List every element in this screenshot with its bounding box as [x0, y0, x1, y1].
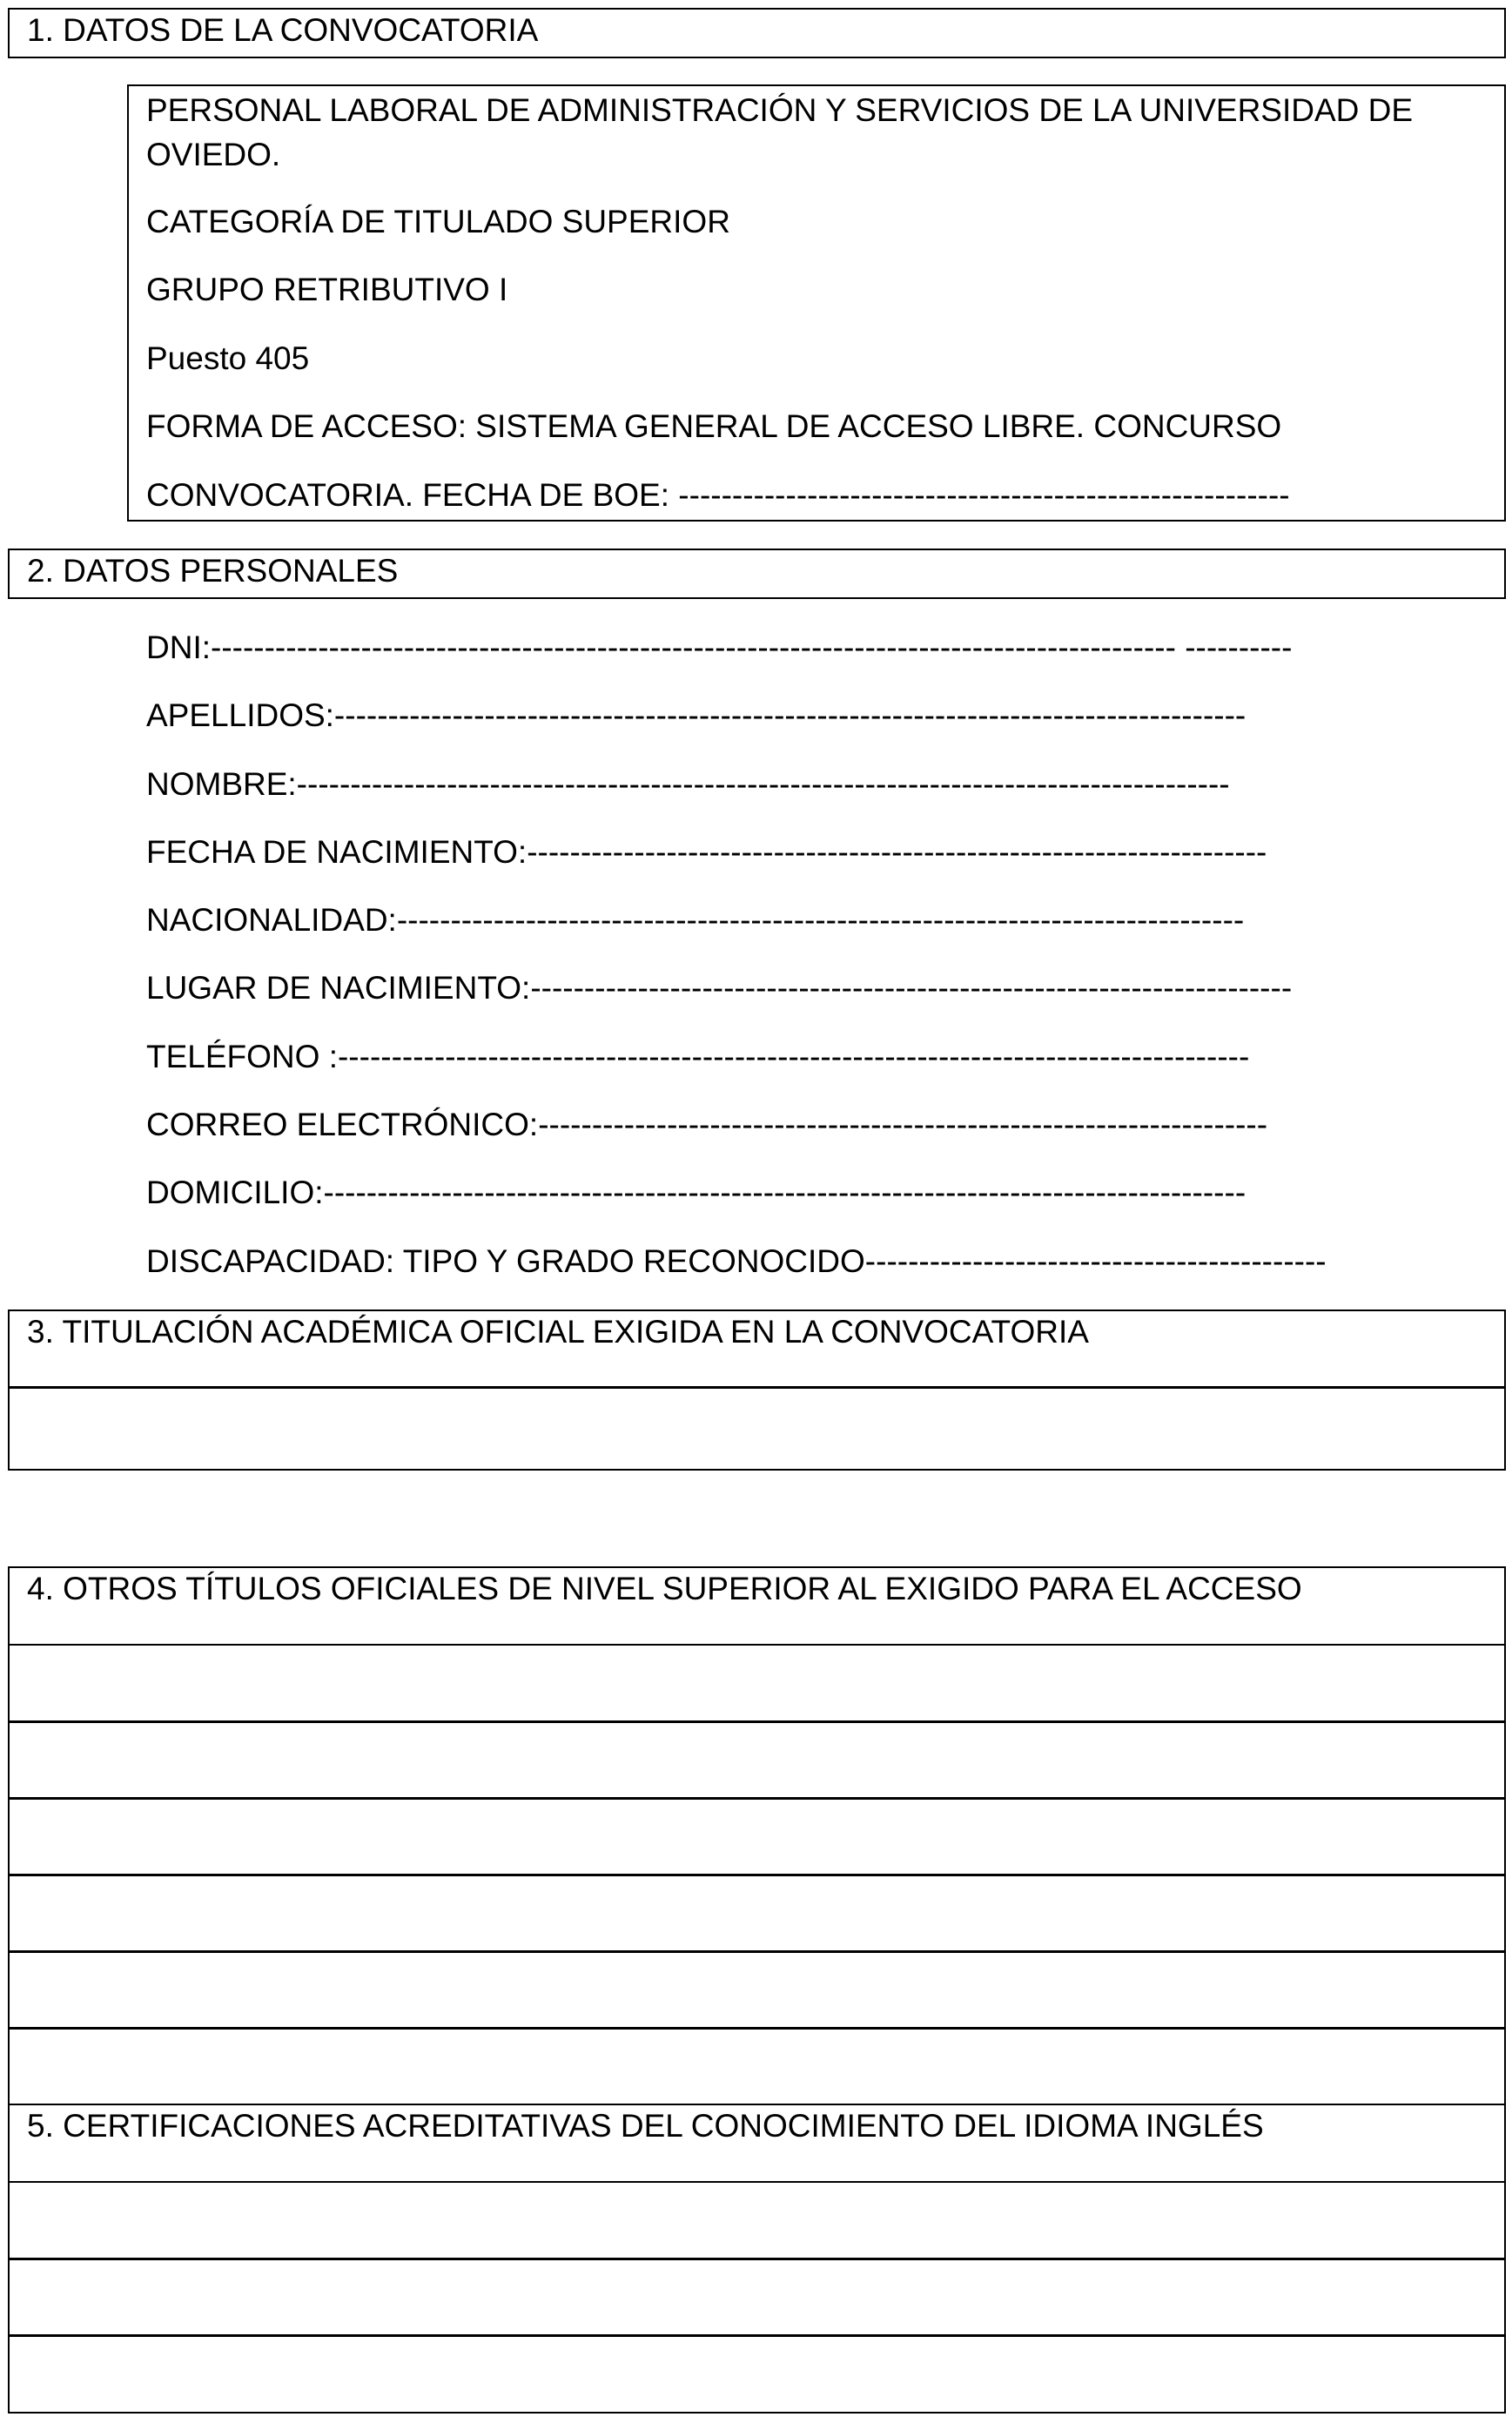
convocatoria-puesto: Puesto 405 — [146, 340, 310, 376]
field-telefono[interactable]: TELÉFONO :------------------------------------------------------------------------------------- — [146, 1039, 1250, 1074]
section-5-entry-row-1[interactable] — [8, 2181, 1506, 2260]
section-4-heading: 4. OTROS TÍTULOS OFICIALES DE NIVEL SUPERIOR AL EXIGIDO PARA EL ACCESO — [8, 1566, 1506, 1646]
section-5-entry-row-3[interactable] — [8, 2334, 1506, 2414]
section-4-entry-row-6[interactable] — [8, 2027, 1506, 2105]
section-4-entry-row-2[interactable] — [8, 1720, 1506, 1800]
section-5-entry-row-2[interactable] — [8, 2258, 1506, 2337]
field-domicilio[interactable]: DOMICILIO:-------------------------------------------------------------------------------------- — [146, 1175, 1247, 1210]
convocatoria-personal-line-1: PERSONAL LABORAL DE ADMINISTRACIÓN Y SERVICIOS DE LA UNIVERSIDAD DE — [146, 92, 1414, 128]
field-correo-electronico[interactable]: CORREO ELECTRÓNICO:-------------------------------------------------------------------- — [146, 1107, 1268, 1142]
field-fecha-nacimiento[interactable]: FECHA DE NACIMIENTO:--------------------------------------------------------------------- — [146, 834, 1267, 870]
section-4-entry-row-5[interactable] — [8, 1950, 1506, 2030]
field-lugar-nacimiento[interactable]: LUGAR DE NACIMIENTO:----------------------------------------------------------------------- — [146, 970, 1293, 1006]
section-2-heading: 2. DATOS PERSONALES — [8, 549, 1506, 599]
field-nacionalidad[interactable]: NACIONALIDAD:------------------------------------------------------------------------------- — [146, 902, 1245, 938]
section-4-entry-row-1[interactable] — [8, 1644, 1506, 1723]
field-apellidos[interactable]: APELLIDOS:------------------------------------------------------------------------------------- — [146, 697, 1247, 733]
section-4-entry-row-4[interactable] — [8, 1874, 1506, 1953]
convocatoria-fecha-boe: CONVOCATORIA. FECHA DE BOE: --------------------------------------------------------- — [146, 477, 1290, 513]
section-5-heading: 5. CERTIFICACIONES ACREDITATIVAS DEL CONOCIMIENTO DEL IDIOMA INGLÉS — [8, 2104, 1506, 2183]
field-discapacidad[interactable]: DISCAPACIDAD: TIPO Y GRADO RECONOCIDO------------------------------------------- — [146, 1243, 1327, 1279]
convocatoria-categoria: CATEGORÍA DE TITULADO SUPERIOR — [146, 204, 730, 239]
section-1-heading: 1. DATOS DE LA CONVOCATORIA — [8, 8, 1506, 58]
section-3-entry-row[interactable] — [8, 1386, 1506, 1471]
section-4-entry-row-3[interactable] — [8, 1797, 1506, 1876]
field-nombre[interactable]: NOMBRE:--------------------------------------------------------------------------------------- — [146, 766, 1230, 802]
section-3-heading: 3. TITULACIÓN ACADÉMICA OFICIAL EXIGIDA EN LA CONVOCATORIA — [8, 1309, 1506, 1389]
convocatoria-grupo: GRUPO RETRIBUTIVO I — [146, 272, 508, 307]
convocatoria-personal-line-2: OVIEDO. — [146, 137, 281, 172]
convocatoria-forma-acceso: FORMA DE ACCESO: SISTEMA GENERAL DE ACCESO LIBRE. CONCURSO — [146, 408, 1282, 444]
field-dni[interactable]: DNI:------------------------------------------------------------------------------------------ ---------- — [146, 629, 1293, 665]
